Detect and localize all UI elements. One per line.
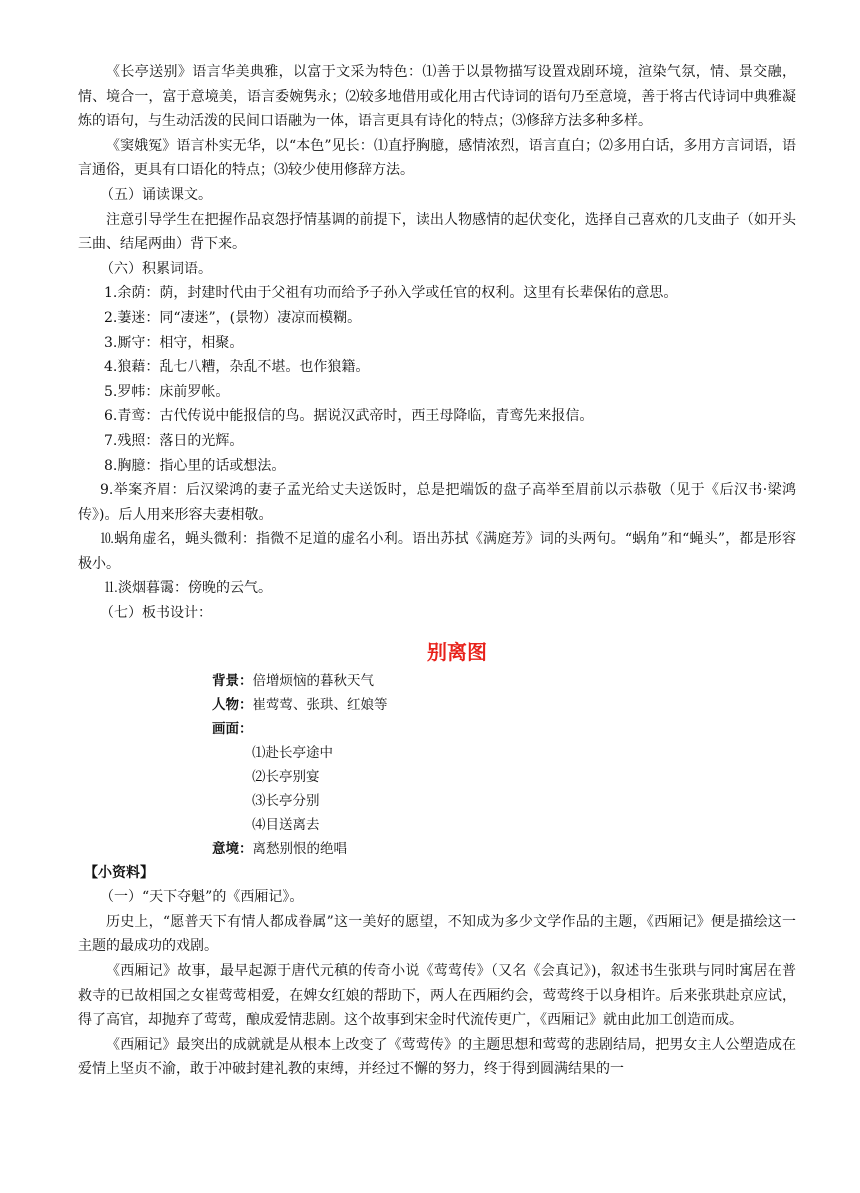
board-key-mood: 意境： — [212, 840, 253, 857]
vocab-item: 2.萋迷：同“凄迷”，(景物）凄凉而模糊。 — [104, 309, 362, 326]
board-row-background — [212, 669, 796, 693]
material-paragraph: 历史上，“愿普天下有情人都成眷属”这一美好的愿望，不知成为多少文学作品的主题，《西厢记》便是描绘这一主题的最成功的戏剧。 — [78, 913, 796, 955]
board-key-background: 背景： — [212, 672, 253, 689]
board-value-mood: 离愁别恨的绝唱 — [252, 840, 347, 857]
material-header: 【小资料】 — [84, 864, 154, 881]
vocab-item: 5.罗帏：床前罗帐。 — [104, 383, 230, 400]
board-scene-item: ⑴赴长亭途中 — [252, 744, 333, 761]
vocab-item: 1.余荫：荫，封建时代由于父祖有功而给予子孙入学或任官的权利。这里有长辈保佑的意思。 — [104, 285, 678, 302]
board-key-scene: 画面： — [212, 720, 253, 737]
vocab-item: 3.厮守：相守，相聚。 — [104, 334, 244, 351]
paragraph-changting-language: 《长亭送别》语言华美典雅，以富于文采为特色：⑴善于以景物描写设置戏剧环境，渲染气氛，情、景交融，情、境合一，富于意境美，语言委婉隽永；⑵较多地借用或化用古代诗词的语句乃至意境，善于将古代诗词中典雅凝炼的语句，与生动活泼的民间口语融为一体，语言更具有诗化的特点；⑶修辞方法多种多样。 — [78, 64, 796, 130]
vocab-item: 8.胸臆：指心里的话或想法。 — [104, 457, 286, 474]
section7-title: （七）板书设计： — [100, 605, 212, 622]
board-value-people: 崔莺莺、张珙、红娘等 — [252, 696, 388, 713]
board-scene-item: ⑵长亭别宴 — [252, 768, 320, 785]
section6-title: （六）积累词语。 — [100, 260, 212, 277]
vocab-item: ⒒淡烟暮霭：傍晚的云气。 — [104, 580, 272, 597]
paragraph-douewu-language: 《窦娥冤》语言朴实无华，以“本色”见长：⑴直抒胸臆，感情浓烈，语言直白；⑵多用白话，多用方言词语，语言通俗，更具有口语化的特点；⑶较少使用修辞方法。 — [78, 137, 796, 179]
board-scene-item: ⑶长亭分别 — [252, 792, 320, 809]
material-subtitle: （一）“天下夺魁”的《西厢记》。 — [100, 889, 304, 906]
board-scene-item: ⑷目送离去 — [252, 816, 320, 833]
board-title: 别离图 — [427, 639, 487, 664]
board-row-mood — [212, 837, 796, 861]
vocab-item: 9.举案齐眉：后汉梁鸿的妻子孟光给丈夫送饭时，总是把端饭的盘子高举至眉前以示恭敬（见于《后汉书·梁鸿传》)。后人用来形容夫妻相敬。 — [78, 482, 796, 523]
section5-title: （五）诵读课文。 — [100, 186, 212, 203]
material-paragraph: 《西厢记》故事，最早起源于唐代元稹的传奇小说《莺莺传》（又名《会真记》)，叙述书生张珙与同时寓居在普救寺的已故相国之女崔莺莺相爱，在婢女红娘的帮助下，两人在西厢约会，莺莺终于以身相许。后来张珙赴京应试，得了高官，却抛弃了莺莺，酿成爱情悲剧。这个故事到宋金时代流传更广，《西厢记》就由此加工创造而成。 — [78, 963, 796, 1029]
blackboard-design — [78, 669, 796, 861]
board-value-background: 倍增烦恼的暮秋天气 — [252, 672, 374, 689]
document-page — [78, 60, 796, 1082]
board-key-people: 人物： — [212, 696, 253, 713]
vocab-item: ⒑蜗角虚名，蝇头微利：指微不足道的虚名小利。语出苏拭《满庭芳》词的头两句。“蜗角”和“蝇头”，都是形容极小。 — [78, 531, 796, 572]
material-paragraph: 《西厢记》最突出的成就就是从根本上改变了《莺莺传》的主题思想和莺莺的悲剧结局，把男女主人公塑造成在爱情上坚贞不渝，敢于冲破封建礼教的束缚，并经过不懈的努力，终于得到圆满结果的一 — [78, 1036, 796, 1078]
vocab-item: 7.残照：落日的光辉。 — [104, 432, 244, 449]
board-row-scene — [212, 717, 796, 741]
section5-text: 注意引导学生在把握作品哀怨抒情基调的前提下，读出人物感情的起伏变化，选择自己喜欢的几支曲子（如开头三曲、结尾两曲）背下来。 — [78, 211, 796, 253]
vocab-item: 6.青鸾：古代传说中能报信的鸟。据说汉武帝时，西王母降临，青鸾先来报信。 — [104, 408, 594, 425]
board-row-people — [212, 693, 796, 717]
vocab-item: 4.狼藉：乱七八糟，杂乱不堪。也作狼籍。 — [104, 359, 370, 376]
